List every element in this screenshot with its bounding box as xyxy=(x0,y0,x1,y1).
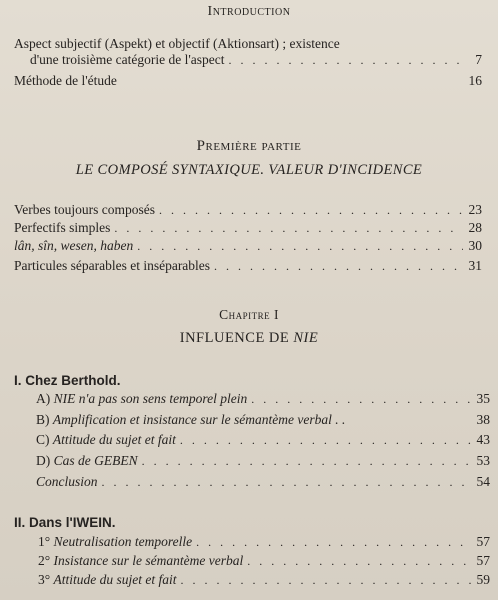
leader-dots xyxy=(180,432,471,448)
part-title: LE COMPOSÉ SYNTAXIQUE. VALEUR D'INCIDENCE xyxy=(75,162,423,178)
toc-entry xyxy=(38,553,490,569)
page-number: 30 xyxy=(468,238,482,253)
chapter-title-emph: NIE xyxy=(293,330,319,346)
leader-dots xyxy=(229,52,470,68)
entry-text: Attitude du sujet et fait xyxy=(53,572,177,587)
entry-marker: 2° xyxy=(38,553,51,568)
page-number: 31 xyxy=(468,258,482,273)
toc-entry-label: Verbes toujours composés xyxy=(14,202,155,217)
section-heading: I. Chez Berthold. xyxy=(14,373,121,388)
page-number: 28 xyxy=(468,220,482,235)
leader-dots xyxy=(251,391,470,407)
page-number: 57 xyxy=(476,534,490,549)
toc-entry-conclusion xyxy=(36,474,490,490)
leader-dots xyxy=(159,202,463,218)
section-heading: II. Dans l'IWEIN. xyxy=(14,515,116,530)
toc-entry-label: Méthode de l'étude xyxy=(14,73,117,88)
page-number: 57 xyxy=(476,553,490,568)
toc-entry xyxy=(36,453,490,469)
entry-text: Amplification et insistance sur le sémantème verbal . . xyxy=(52,412,346,427)
introduction-heading: Introduction xyxy=(207,4,291,19)
toc-entry xyxy=(36,412,490,428)
toc-entry-aspect-line1: Aspect subjectif (Aspekt) et objectif (Aktionsart) ; existence xyxy=(14,36,340,51)
toc-entry-label xyxy=(36,412,345,428)
entry-text: Neutralisation temporelle xyxy=(53,534,193,549)
leader-dots xyxy=(247,553,470,569)
entry-text: Cas de GEBEN xyxy=(53,453,138,468)
toc-entry-label xyxy=(36,453,138,469)
toc-entry-label xyxy=(38,572,177,588)
toc-entry xyxy=(14,202,482,218)
toc-entry-label: Perfectifs simples xyxy=(14,220,111,235)
leader-dots xyxy=(137,238,462,254)
leader-dots xyxy=(114,220,462,236)
entry-marker: D) xyxy=(36,453,51,468)
page-number: 38 xyxy=(476,412,490,427)
leader-dots xyxy=(142,453,471,469)
entry-marker: 3° xyxy=(38,572,51,587)
toc-entry-label xyxy=(36,391,247,407)
toc-entry xyxy=(14,238,482,254)
toc-entry xyxy=(36,432,490,448)
entry-marker: B) xyxy=(36,412,50,427)
toc-entry-label xyxy=(38,534,192,550)
page-number: 16 xyxy=(468,73,482,88)
toc-entry xyxy=(36,391,490,407)
entry-marker: A) xyxy=(36,391,51,406)
toc-entry xyxy=(14,258,482,274)
page-number: 54 xyxy=(476,474,490,489)
page-number: 43 xyxy=(476,432,490,447)
toc-entry-label: lân, sîn, wesen, haben xyxy=(14,238,134,253)
page-number: 23 xyxy=(468,202,482,217)
leader-dots xyxy=(181,572,471,588)
entry-marker: 1° xyxy=(38,534,51,549)
leader-dots xyxy=(102,474,471,490)
toc-entry xyxy=(14,220,482,236)
entry-text: Attitude du sujet et fait xyxy=(52,432,176,447)
page-number: 35 xyxy=(476,391,490,406)
toc-entry xyxy=(38,572,490,588)
toc-entry-methode xyxy=(14,73,482,89)
toc-entry-label xyxy=(36,432,176,448)
leader-dots xyxy=(196,534,470,550)
entry-text: NIE n'a pas son sens temporel plein xyxy=(53,391,248,406)
toc-entry-label: d'une troisième catégorie de l'aspect xyxy=(30,52,225,67)
toc-entry-aspect xyxy=(30,52,482,68)
entry-marker: C) xyxy=(36,432,50,447)
entry-text: Insistance sur le sémantème verbal xyxy=(53,553,244,568)
chapter-title-prefix: INFLUENCE DE xyxy=(179,330,290,346)
leader-dots xyxy=(214,258,462,274)
chapter-title xyxy=(0,330,498,347)
page-number: 7 xyxy=(475,52,482,67)
part-label: Première partie xyxy=(196,138,302,154)
chapter-label: Chapitre I xyxy=(219,307,279,322)
toc-entry-label xyxy=(38,553,243,569)
toc-entry xyxy=(38,534,490,550)
toc-entry-label: Conclusion xyxy=(36,474,98,489)
page-number: 53 xyxy=(476,453,490,468)
toc-entry-label: Particules séparables et inséparables xyxy=(14,258,211,273)
page-number: 59 xyxy=(476,572,490,587)
